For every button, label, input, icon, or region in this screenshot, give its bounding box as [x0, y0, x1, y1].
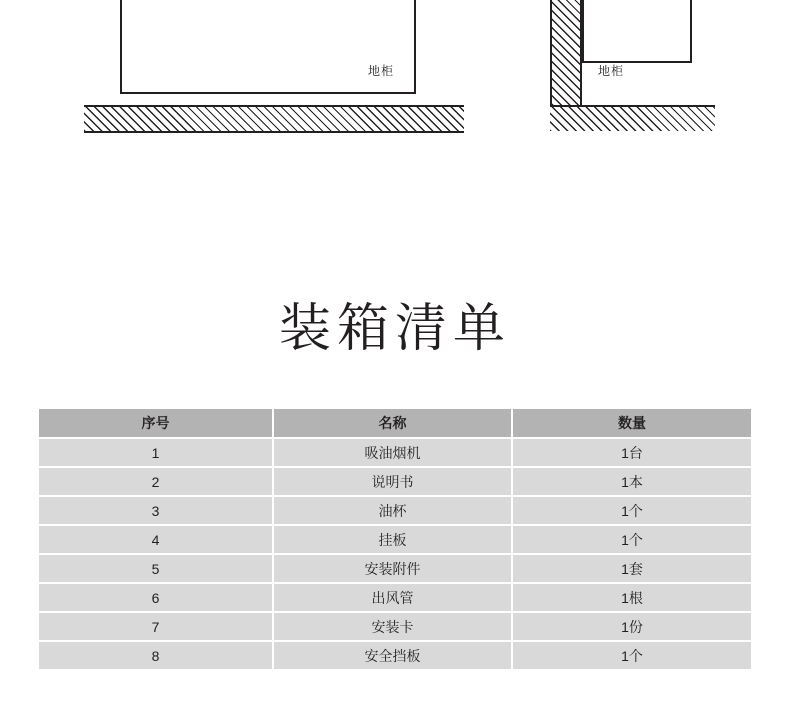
packing-list-section	[39, 409, 751, 669]
floor-hatch-right	[550, 105, 715, 131]
packing-list-table	[39, 409, 751, 669]
table-row	[39, 525, 751, 554]
table-row	[39, 641, 751, 669]
table-row	[39, 438, 751, 467]
column-header-name: 名称	[273, 409, 512, 438]
cell-index: 8	[39, 641, 273, 669]
cabinet-label-right: 地柜	[598, 64, 625, 78]
cell-index: 7	[39, 612, 273, 641]
cell-index: 3	[39, 496, 273, 525]
table-row	[39, 554, 751, 583]
table-row	[39, 467, 751, 496]
cabinet-outline-right	[582, 0, 692, 63]
table-row	[39, 496, 751, 525]
cell-quantity: 1根	[512, 583, 751, 612]
column-header-quantity: 数量	[512, 409, 751, 438]
cell-index: 2	[39, 467, 273, 496]
cell-quantity: 1个	[512, 641, 751, 669]
cell-name: 挂板	[273, 525, 512, 554]
wall-hatch-right	[550, 0, 582, 105]
installation-diagram	[0, 0, 790, 250]
column-header-index: 序号	[39, 409, 273, 438]
diagram-right-view	[550, 0, 770, 175]
cell-quantity: 1套	[512, 554, 751, 583]
page-title: 装箱清单	[278, 299, 511, 359]
cell-name: 安装卡	[273, 612, 512, 641]
cell-quantity: 1本	[512, 467, 751, 496]
table-row	[39, 612, 751, 641]
cabinet-outline-left	[120, 0, 416, 94]
cell-name: 油杯	[273, 496, 512, 525]
cell-name: 安装附件	[273, 554, 512, 583]
cell-quantity: 1台	[512, 438, 751, 467]
cell-quantity: 1个	[512, 496, 751, 525]
cell-index: 1	[39, 438, 273, 467]
diagram-left-view	[84, 0, 464, 175]
cell-name: 安全挡板	[273, 641, 512, 669]
cell-quantity: 1份	[512, 612, 751, 641]
table-row	[39, 583, 751, 612]
cell-quantity: 1个	[512, 525, 751, 554]
cell-name: 说明书	[273, 467, 512, 496]
cell-index: 6	[39, 583, 273, 612]
cell-name: 吸油烟机	[273, 438, 512, 467]
cell-index: 5	[39, 554, 273, 583]
table-header-row	[39, 409, 751, 438]
cell-name: 出风管	[273, 583, 512, 612]
cabinet-label-left: 地柜	[368, 64, 395, 78]
cell-index: 4	[39, 525, 273, 554]
floor-baseline-left	[84, 131, 464, 133]
floor-hatch-left	[84, 105, 464, 131]
